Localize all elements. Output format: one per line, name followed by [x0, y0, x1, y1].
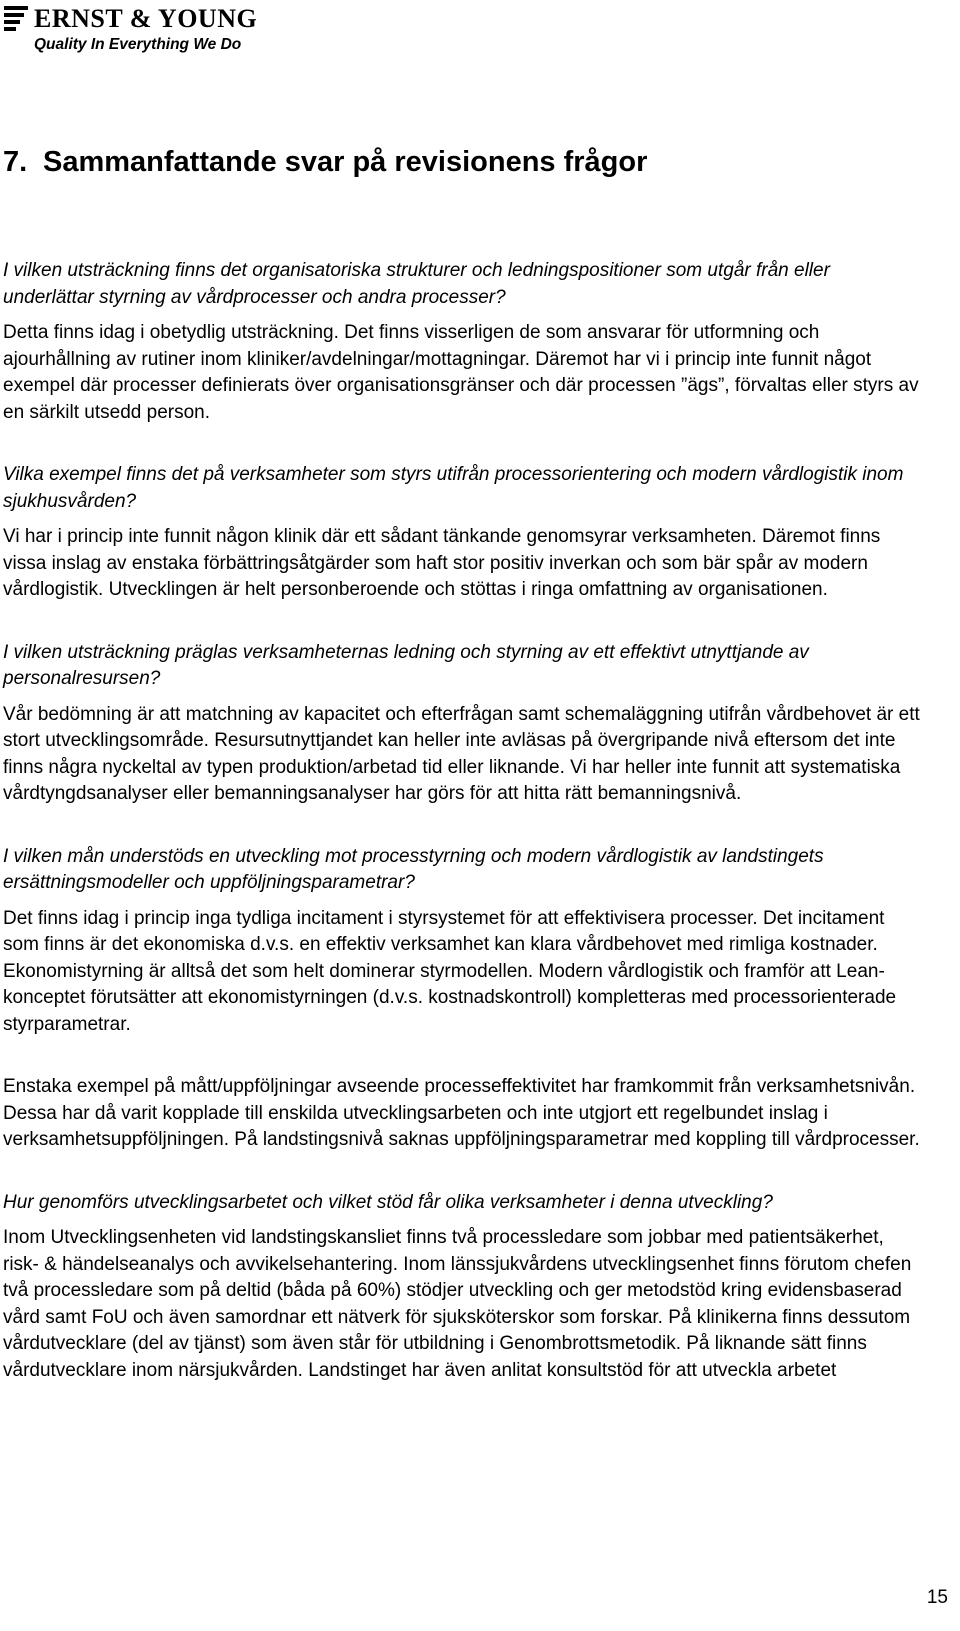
answer-5: Inom Utvecklingsenheten vid landstingskansliet finns två processledare som jobbar med patientsäkerhet, risk- & händelseanalys och avvikelsehantering. Inom länssjukvårdens utvecklingsenhet finns förutom chefen två processledare som på deltid (båda på 60%) stödjer utveckling och ger metodstöd kring evidensbaserad vård samt FoU och även samordnar ett nätverk för sjuksköterskor som forskar. På klinikerna finns dessutom vårdutvecklare (del av tjänst) som även står för utbildning i Genombrottsmetodik. På liknande sätt finns vårdutvecklare inom närsjukvården. Landstinget har även anlitat konsultstöd för att utveckla arbetet	[3, 1227, 912, 1381]
answer-1: Detta finns idag i obetydlig utsträckning. Det finns visserligen de som ansvarar för utformning och ajourhållning av rutiner inom kliniker/avdelningar/mottagningar. Däremot har vi i princip inte funnit något exempel där processer definierats över organisationsgränser och där processen ”ägs”, förvaltas eller styrs av en särkilt utsedd person.	[3, 322, 919, 423]
logo-name: ERNST & YOUNG	[34, 4, 258, 33]
page-number: 15	[926, 1587, 948, 1608]
section-number: 7.	[3, 146, 28, 178]
section-heading	[3, 142, 923, 182]
answer-2: Vi har i princip inte funnit någon klinik där ett sådant tänkande genomsyrar verksamheten. Däremot finns vissa inslag av enstaka förbättringsåtgärder som haft stor positiv inverkan och som bär spår av modern vårdlogistik. Utvecklingen är helt personberoende och stöttas i ringa omfattning av organisationen.	[3, 526, 881, 600]
question-4: I vilken mån understöds en utveckling mot processtyrning och modern vårdlogistik av landstingets ersättningsmodeller och uppföljningsparametrar?	[3, 845, 824, 893]
document-body	[3, 142, 923, 1384]
section-title: Sammanfattande svar på revisionens frågor	[43, 146, 648, 178]
logo-mark-icon	[4, 6, 28, 32]
logo-tagline: Quality In Everything We Do	[34, 36, 242, 53]
question-1: I vilken utsträckning finns det organisatoriska strukturer och ledningspositioner som utgår från eller underlättar styrning av vårdprocesser och andra processer?	[3, 260, 830, 308]
question-2: Vilka exempel finns det på verksamheter som styrs utifrån processorientering och modern vårdlogistik inom sjukhusvården?	[3, 464, 904, 512]
question-5: Hur genomförs utvecklingsarbetet och vilket stöd får olika verksamheter i denna utveckling?	[3, 1191, 773, 1213]
answer-3: Vår bedömning är att matchning av kapacitet och efterfrågan samt schemaläggning utifrån vårdbehovet är ett stort utvecklingsområde. Resursutnyttjandet kan heller inte avläsas på övergripande nivå eftersom det inte finns några nyckeltal av typen produktion/arbetad tid eller liknande. Vi har heller inte funnit att systematiska vårdtyngdsanalyser eller bemanningsanalyser har görs för att hitta rätt bemanningsnivå.	[3, 703, 920, 804]
question-3: I vilken utsträckning präglas verksamheternas ledning och styrning av ett effektivt utnyttjande av personalresursen?	[3, 641, 809, 689]
answer-4b: Enstaka exempel på mått/uppföljningar avseende processeffektivitet har framkommit från verksamhetsnivån. Dessa har då varit kopplade till enskilda utvecklingsarbeten och inte utgjort ett regelbundet inslag i verksamhetsuppföljningen. På landstingsnivå saknas uppföljningsparametrar med koppling till vårdprocesser.	[3, 1076, 920, 1150]
answer-4a: Det finns idag i princip inga tydliga incitament i styrsystemet för att effektivisera processer. Det incitament som finns är det ekonomiska d.v.s. en effektiv verksamhet kan klara vårdbehovet med rimliga kostnader. Ekonomistyrning är alltså det som helt dominerar styrmodellen. Modern vårdlogistik och framför att Lean-konceptet förutsätter att ekonomistyrningen (d.v.s. kostnadskontroll) kompletteras med processorienterade styrparametrar.	[3, 907, 897, 1035]
company-logo	[4, 4, 258, 56]
